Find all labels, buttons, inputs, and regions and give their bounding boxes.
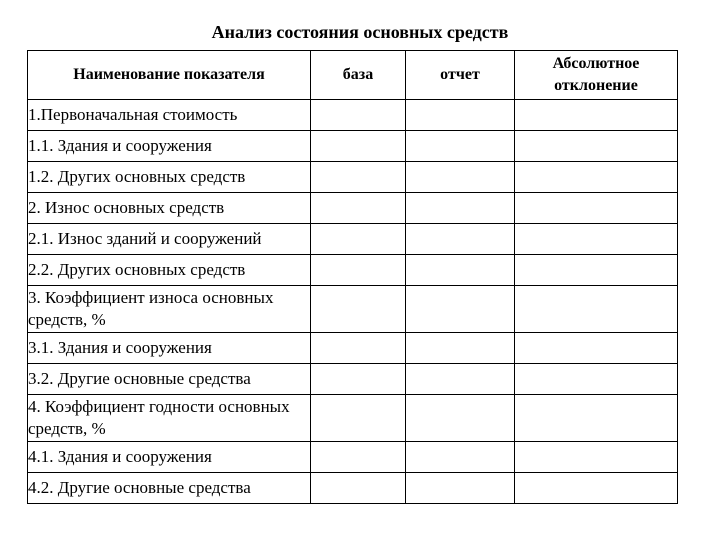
- row-label: 3.1. Здания и сооружения: [28, 333, 311, 364]
- cell-deviation: [515, 395, 678, 442]
- cell-report: [406, 255, 515, 286]
- row-label: 4.1. Здания и сооружения: [28, 442, 311, 473]
- cell-report: [406, 162, 515, 193]
- cell-base: [311, 100, 406, 131]
- cell-base: [311, 473, 406, 504]
- cell-deviation: [515, 193, 678, 224]
- cell-deviation: [515, 473, 678, 504]
- table-row: [28, 333, 678, 364]
- row-label: 3.2. Другие основные средства: [28, 364, 311, 395]
- cell-report: [406, 473, 515, 504]
- table-row: [28, 395, 678, 442]
- column-header-base: база: [311, 51, 406, 100]
- cell-report: [406, 100, 515, 131]
- cell-base: [311, 286, 406, 333]
- cell-report: [406, 286, 515, 333]
- table-row: [28, 224, 678, 255]
- row-label: 4.2. Другие основные средства: [28, 473, 311, 504]
- row-label: 2.1. Износ зданий и сооружений: [28, 224, 311, 255]
- cell-report: [406, 193, 515, 224]
- cell-base: [311, 193, 406, 224]
- row-label: 2.2. Других основных средств: [28, 255, 311, 286]
- cell-deviation: [515, 224, 678, 255]
- table-row: [28, 473, 678, 504]
- table-row: [28, 131, 678, 162]
- cell-deviation: [515, 286, 678, 333]
- table-header-row: [28, 51, 678, 100]
- page-title: Анализ состояния основных средств: [211, 22, 509, 42]
- cell-deviation: [515, 100, 678, 131]
- cell-report: [406, 395, 515, 442]
- column-header-deviation: Абсолютное отклонение: [515, 51, 678, 100]
- cell-deviation: [515, 333, 678, 364]
- cell-base: [311, 442, 406, 473]
- cell-report: [406, 364, 515, 395]
- fixed-assets-table: [27, 50, 678, 504]
- cell-deviation: [515, 131, 678, 162]
- table-body: [28, 100, 678, 504]
- table-row: [28, 364, 678, 395]
- table-row: [28, 255, 678, 286]
- cell-report: [406, 442, 515, 473]
- table-row: [28, 162, 678, 193]
- table-row: [28, 442, 678, 473]
- row-label: 1.2. Других основных средств: [28, 162, 311, 193]
- cell-deviation: [515, 255, 678, 286]
- cell-base: [311, 224, 406, 255]
- cell-base: [311, 131, 406, 162]
- cell-deviation: [515, 162, 678, 193]
- cell-report: [406, 131, 515, 162]
- table-row: [28, 193, 678, 224]
- cell-report: [406, 224, 515, 255]
- cell-base: [311, 255, 406, 286]
- row-label: 2. Износ основных средств: [28, 193, 311, 224]
- table-row: [28, 100, 678, 131]
- table-row: [28, 286, 678, 333]
- cell-base: [311, 364, 406, 395]
- cell-base: [311, 162, 406, 193]
- column-header-report: отчет: [406, 51, 515, 100]
- row-label: 1.1. Здания и сооружения: [28, 131, 311, 162]
- cell-base: [311, 333, 406, 364]
- row-label: 1.Первоначальная стоимость: [28, 100, 311, 131]
- row-label: 4. Коэффициент годности основных средств, %: [28, 395, 311, 442]
- cell-base: [311, 395, 406, 442]
- column-header-indicator: Наименование показателя: [28, 51, 311, 100]
- cell-deviation: [515, 364, 678, 395]
- cell-deviation: [515, 442, 678, 473]
- cell-report: [406, 333, 515, 364]
- row-label: 3. Коэффициент износа основных средств, %: [28, 286, 311, 333]
